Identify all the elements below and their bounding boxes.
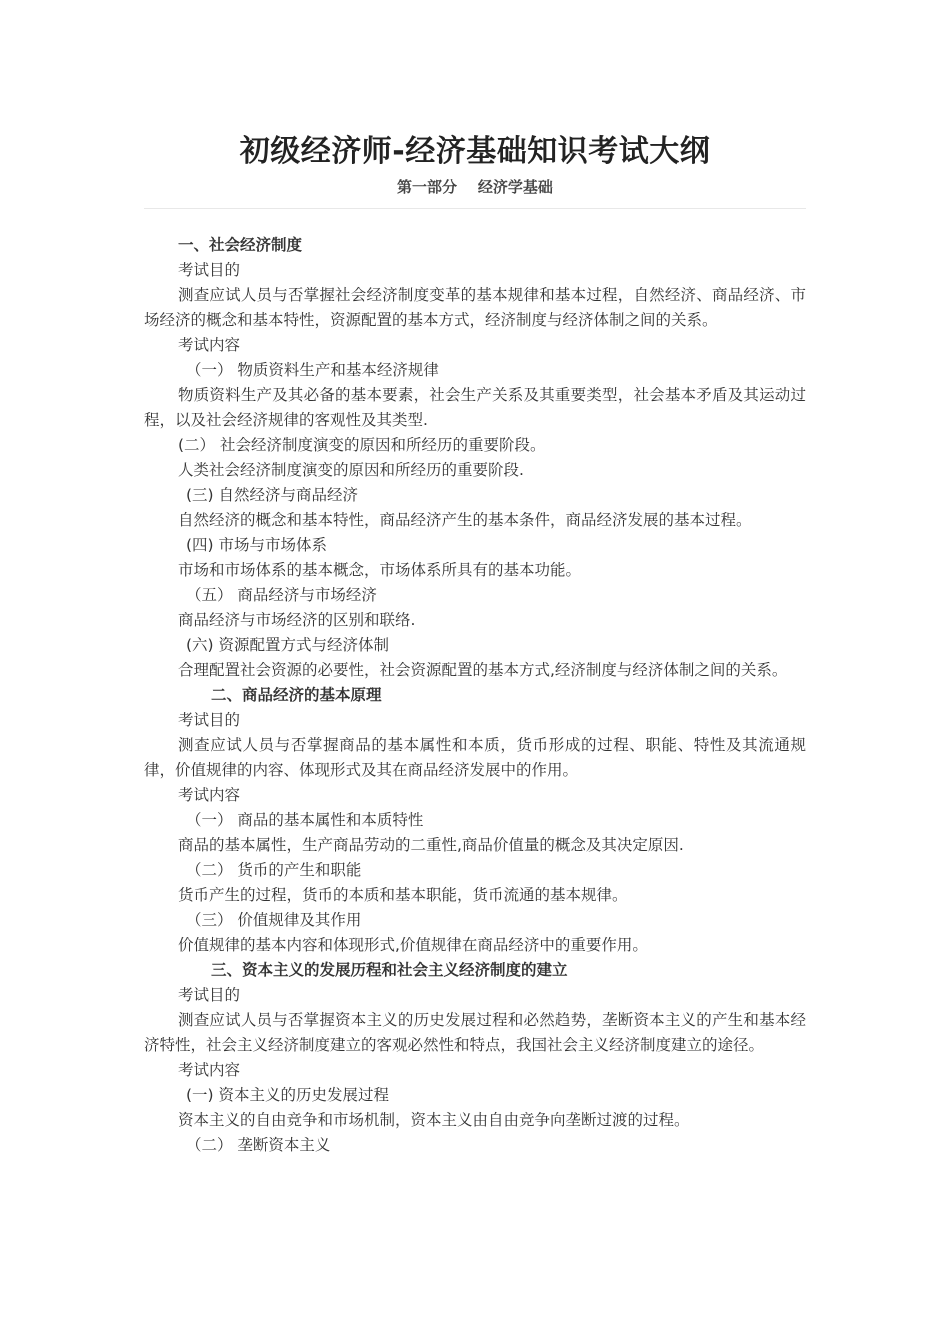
item-title: （三） 价值规律及其作用	[186, 911, 362, 929]
section-heading: 二、商品经济的基本原理	[211, 686, 382, 704]
content-label: 考试内容	[178, 786, 241, 804]
title-divider	[144, 208, 806, 209]
item-title: （一） 商品的基本属性和本质特性	[186, 811, 424, 829]
item-title: （二） 货币的产生和职能	[186, 861, 362, 879]
content-label: 考试内容	[178, 1061, 241, 1079]
item-title: (六) 资源配置方式与经济体制	[186, 636, 390, 654]
purpose-label: 考试目的	[178, 261, 241, 279]
item-title: （五） 商品经济与市场经济	[186, 586, 377, 604]
item-paragraph: 商品的基本属性，生产商品劳动的二重性,商品价值量的概念及其决定原因.	[178, 836, 684, 854]
purpose-label: 考试目的	[178, 711, 241, 729]
section-heading: 一、社会经济制度	[178, 236, 303, 254]
item-title: (三) 自然经济与商品经济	[186, 486, 359, 504]
item-paragraph: 物质资料生产及其必备的基本要素，社会生产关系及其重要类型，社会基本矛盾及其运动过程，以及社会经济规律的客观性及其类型.	[144, 386, 806, 429]
document-subtitle: 第一部分 经济学基础	[397, 178, 553, 196]
document-body	[144, 233, 806, 1158]
item-title: （一） 物质资料生产和基本经济规律	[186, 361, 439, 379]
purpose-paragraph: 测查应试人员与否掌握商品的基本属性和本质，货币形成的过程、职能、特性及其流通规律，价值规律的内容、体现形式及其在商品经济发展中的作用。	[144, 736, 806, 779]
document-title: 初级经济师-经济基础知识考试大纲	[239, 134, 711, 169]
item-paragraph: 商品经济与市场经济的区别和联络.	[178, 611, 416, 629]
item-paragraph: 货币产生的过程，货币的本质和基本职能，货币流通的基本规律。	[178, 886, 628, 904]
item-title: (四) 市场与市场体系	[186, 536, 328, 554]
item-title: (二） 社会经济制度演变的原因和所经历的重要阶段。	[178, 436, 546, 454]
item-paragraph: 自然经济的概念和基本特性，商品经济产生的基本条件，商品经济发展的基本过程。	[178, 511, 752, 529]
purpose-paragraph: 测查应试人员与否掌握社会经济制度变革的基本规律和基本过程，自然经济、商品经济、市场经济的概念和基本特性，资源配置的基本方式，经济制度与经济体制之间的关系。	[144, 286, 806, 329]
item-paragraph: 人类社会经济制度演变的原因和所经历的重要阶段.	[178, 461, 524, 479]
item-title: (一) 资本主义的历史发展过程	[186, 1086, 390, 1104]
purpose-paragraph: 测查应试人员与否掌握资本主义的历史发展过程和必然趋势，垄断资本主义的产生和基本经济特性，社会主义经济制度建立的客观必然性和特点，我国社会主义经济制度建立的途径。	[144, 1011, 806, 1054]
item-paragraph: 市场和市场体系的基本概念，市场体系所具有的基本功能。	[178, 561, 582, 579]
purpose-label: 考试目的	[178, 986, 241, 1004]
item-title: （二） 垄断资本主义	[186, 1136, 331, 1154]
item-paragraph: 资本主义的自由竞争和市场机制，资本主义由自由竞争向垄断过渡的过程。	[178, 1111, 690, 1129]
item-paragraph: 合理配置社会资源的必要性，社会资源配置的基本方式,经济制度与经济体制之间的关系。	[178, 661, 788, 679]
item-paragraph: 价值规律的基本内容和体现形式,价值规律在商品经济中的重要作用。	[178, 936, 648, 954]
content-label: 考试内容	[178, 336, 241, 354]
section-heading: 三、资本主义的发展历程和社会主义经济制度的建立	[211, 961, 568, 979]
